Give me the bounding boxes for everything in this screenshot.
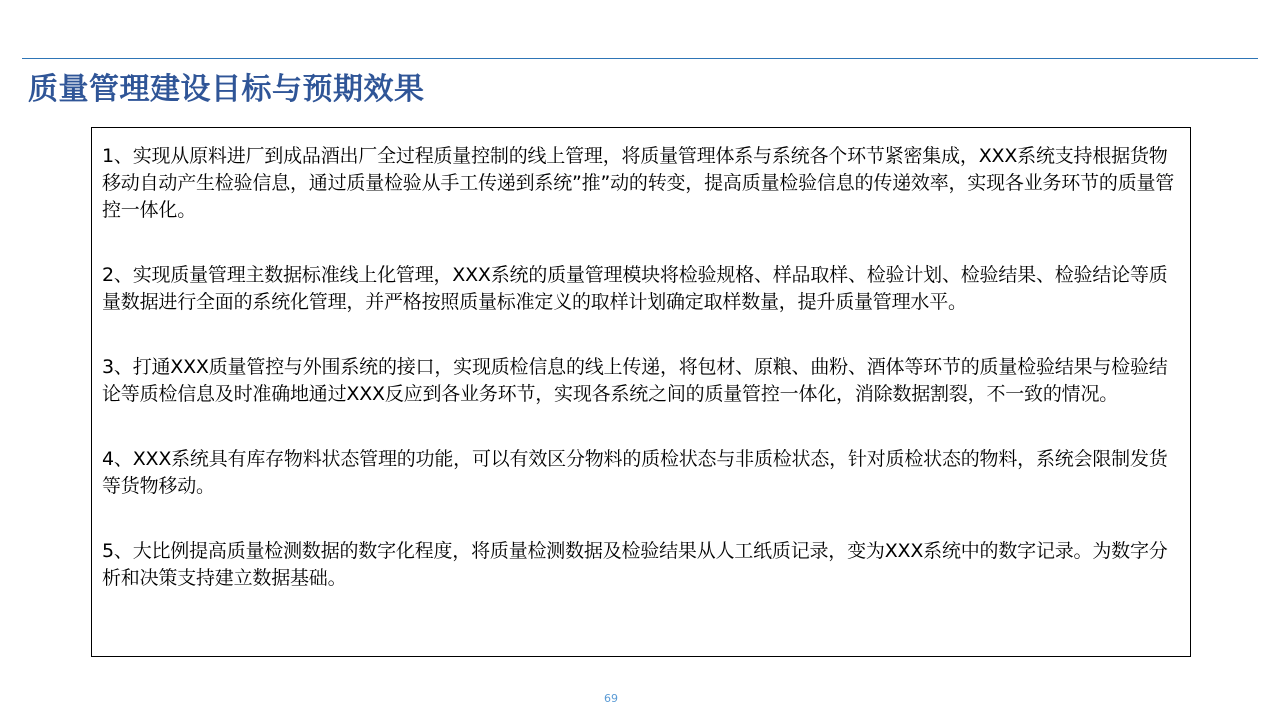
goal-item-2: 2、实现质量管理主数据标准线上化管理，XXX系统的质量管理模块将检验规格、样品取样、检验计划、检验结果、检验结论等质量数据进行全面的系统化管理，并严格按照质量标准定义的取样计划确定取样数量，提升质量管理水平。 bbox=[102, 264, 1168, 313]
goal-item-4: 4、XXX系统具有库存物料状态管理的功能，可以有效区分物料的质检状态与非质检状态，针对质检状态的物料，系统会限制发货等货物移动。 bbox=[102, 448, 1168, 497]
page-title: 质量管理建设目标与预期效果 bbox=[28, 72, 425, 107]
goal-item-5: 5、大比例提高质量检测数据的数字化程度，将质量检测数据及检验结果从人工纸质记录，变为XXX系统中的数字记录。为数字分析和决策支持建立数据基础。 bbox=[102, 540, 1168, 589]
goal-item-3: 3、打通XXX质量管控与外围系统的接口，实现质检信息的线上传递，将包材、原粮、曲粉、酒体等环节的质量检验结果与检验结论等质检信息及时准确地通过XXX反应到各业务环节，实现各系统之间的质量管控一体化，消除数据割裂，不一致的情况。 bbox=[102, 356, 1168, 405]
header-divider bbox=[22, 58, 1258, 59]
page-number: 69 bbox=[604, 692, 618, 705]
goal-item-1: 1、实现从原料进厂到成品酒出厂全过程质量控制的线上管理，将质量管理体系与系统各个环节紧密集成，XXX系统支持根据货物移动自动产生检验信息，通过质量检验从手工传递到系统”推”动的转变，提高质量检验信息的传递效率，实现各业务环节的质量管控一体化。 bbox=[102, 145, 1175, 221]
goals-text-box bbox=[91, 127, 1191, 657]
